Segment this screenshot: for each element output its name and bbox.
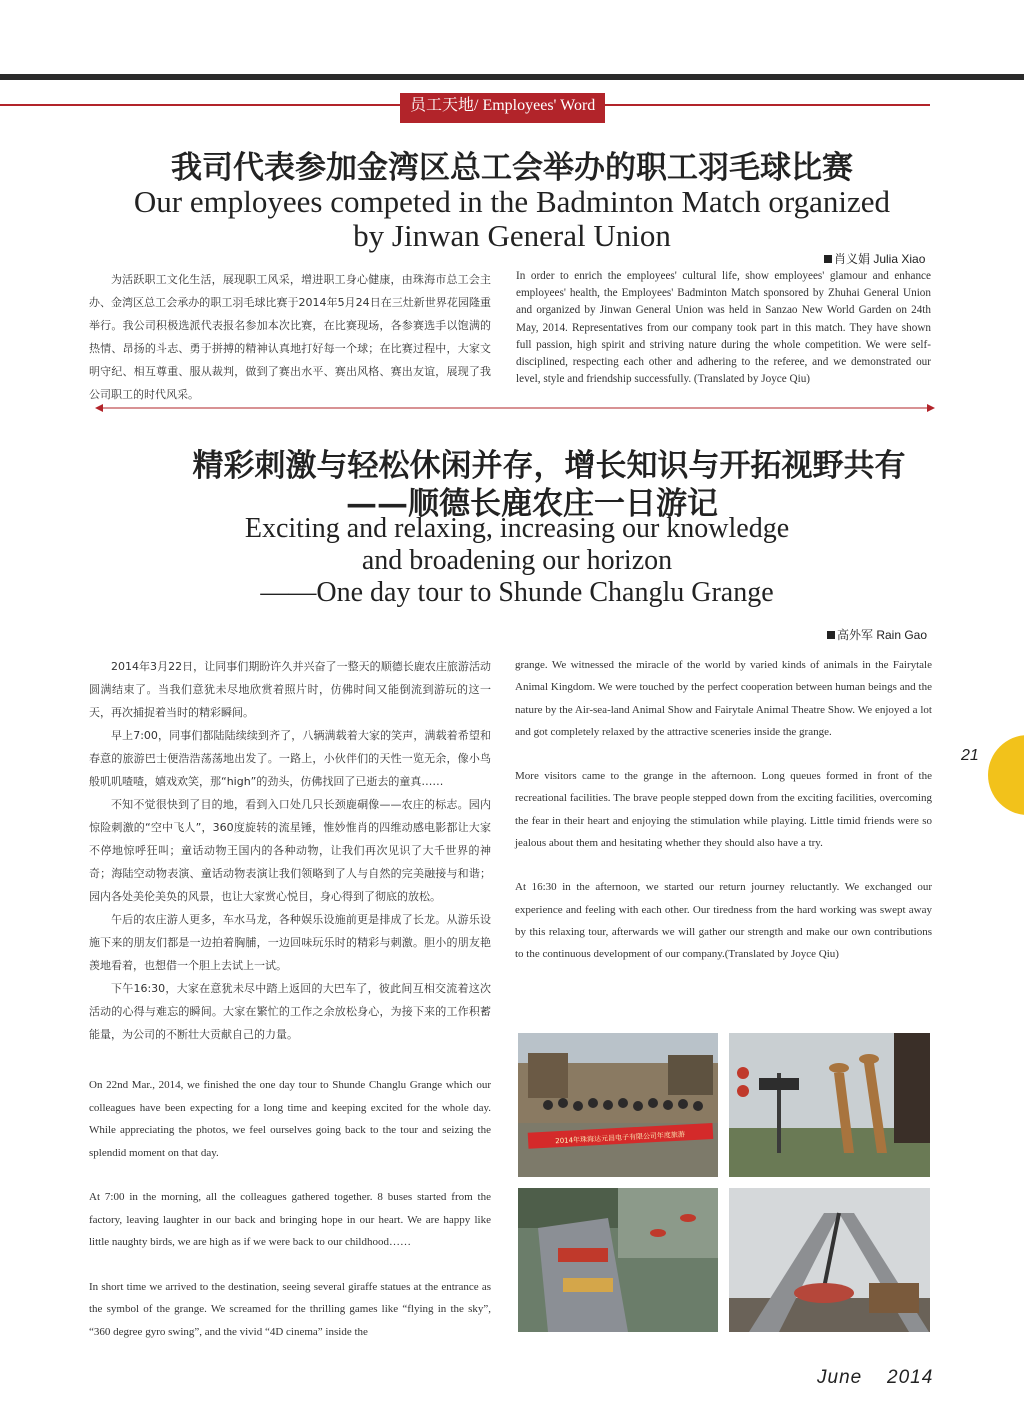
author-marker-icon <box>827 631 835 639</box>
article2-body-cn <box>89 655 491 1046</box>
top-rule <box>0 74 1024 80</box>
cn-paragraph: 不知不觉很快到了目的地，看到入口处几只长颈鹿硐像——农庄的标志。园内惊险刺激的“空中飞人”，360度旋转的流星锤，惟妙惟肖的四维动感电影都让大家不停地惊呼狂叫；童话动物王国内的各种动物，让我们再次见识了大千世界的神奇；海陆空动物表演、童话动物表演让我们领略到了人与自然的完美融接与和谐；园内各处美伦美奂的风景，也让大家赏心悦目，身心得到了彻底的放松。 <box>89 798 491 903</box>
photo-group-tour <box>518 1033 718 1177</box>
author-marker-icon <box>824 255 832 263</box>
page-tab <box>988 735 1024 815</box>
cn-paragraph: 午后的农庄游人更多，车水马龙，各种娱乐设施前更是排成了长龙。从游乐设施下来的朋友们都是一边拍着胸脯，一边回味玩乐时的精彩与刺激。胆小的朋友艳羡地看着，也想借一个胆上去试上一试。 <box>89 913 491 972</box>
article2-title-en-line2: and broadening our horizon <box>361 545 673 576</box>
article-divider <box>95 404 935 412</box>
en-paragraph: At 16:30 in the afternoon, we started our return journey reluctantly. We exchanged our experience and feeling with each other. Our tiredness from the hard working was swept away by this relaxing tour, afterwards we will gather our strength and make our own contributions to the continuous development of our company.(Translated by Joyce Qiu) <box>515 881 932 961</box>
article1-title-en-line2: by Jinwan General Union <box>353 218 671 253</box>
footer-month: June <box>817 1367 863 1388</box>
article2-body-en-left <box>89 1074 491 1343</box>
photo-pendulum-ride <box>729 1188 930 1332</box>
photo-giraffe-statues <box>729 1033 930 1177</box>
cn-paragraph: 下午16:30，大家在意犹未尽中踏上返回的大巴车了，彼此间互相交流着这次活动的心得与难忘的瞬间。大家在繁忙的工作之余放松身心，为接下来的工作积蓄能量，为公司的不断壮大贡献自己的力量。 <box>89 982 491 1041</box>
article1-paragraph-en: In order to enrich the employees' cultural life, show employees' glamour and enhance employees' health, the Employees' Badminton Match sponsored by Zhuhai General Union and organized by Jinwan General Union was held in Sanzao New World Garden on 24th May, 2014. Representatives from our company took part in this match. They have shown full passion, high spirit and striving nature during the whole competition. We were self-disciplined, respecting each other and adhering to the referee, and we demonstrated our level, style and friendship successfully. (Translated by Joyce Qiu) <box>516 270 931 386</box>
article2-title-en-line3: ——One day tour to Shunde Changlu Grange <box>260 577 774 608</box>
en-paragraph: In short time we arrived to the destination, seeing several giraffe statues at the entrance as the symbol of the grange. We screamed for the thrilling games like “flying in the sky”, “360 degree gyro swing”, and the vivid “4D cinema” inside the <box>89 1280 491 1338</box>
article2-body-en-right <box>515 654 932 966</box>
article2-author-text: 高外军 Rain Gao <box>837 628 928 642</box>
article2-title-cn-line1: 精彩刺激与轻松休闲并存，增长知识与开拓视野共有 <box>192 448 906 484</box>
article1-title-en-line1: Our employees competed in the Badminton Match organized <box>133 184 891 219</box>
cn-paragraph: 2014年3月22日，让同事们期盼许久并兴奋了一整天的顺德长鹿农庄旅游活动圆满结束了。当我们意犹未尽地欣赏着照片时，仿佛时间又能倒流到游玩的这一天，再次捕捉着当时的精彩瞬间。 <box>89 660 491 719</box>
article1-author <box>824 250 925 267</box>
banner-text: 2014年珠海达元昌电子有限公司年度旅游 <box>555 1130 686 1146</box>
article1-paragraph-cn: 为活跃职工文化生活，展现职工风采，增进职工身心健康，由珠海市总工会主办、金湾区总工会承办的职工羽毛球比赛于2014年5月24日在三灶新世界花园隆重举行。我公司积极选派代表报名参加本次比赛，在比赛现场，各参赛选手以饱满的热情、昂扬的斗志、勇于拼搏的精神认真地打好每一个球；在比赛过程中，大家文明守纪、相互尊重、服从裁判，做到了赛出水平、赛出风格、赛出友谊，展现了我公司职工的时代风采。 <box>89 273 491 401</box>
en-paragraph: grange. We witnessed the miracle of the world by varied kinds of animals in the Fairytale Animal Kingdom. We were touched by the perfect cooperation between human beings and the nature by the Air-sea-land Animal Show and Fairytale Animal Theatre Show. We enjoyed a lot and got completely relaxed by the attractive sceneries inside the grange. <box>515 659 932 738</box>
article1-body-en <box>516 268 931 388</box>
article1-body-cn <box>89 268 491 406</box>
article1-title-cn: 我司代表参加金湾区总工会举办的职工羽毛球比赛 <box>171 150 853 186</box>
en-paragraph: On 22nd Mar., 2014, we finished the one day tour to Shunde Changlu Grange which our colleagues have been expecting for a long time and keeping excited for the whole day. While appreciating the photos, we feel ourselves going back to the tour and seizing the splendid moment on that day. <box>89 1079 491 1159</box>
article1-author-text: 肖义娟 Julia Xiao <box>834 252 926 266</box>
page-number: 21 <box>961 747 979 764</box>
section-label: 员工天地/ Employees' Word <box>400 93 605 123</box>
en-paragraph: At 7:00 in the morning, all the colleagues gathered together. 8 buses started from the factory, leaving laughter in our back and bringing hope in our heart. We are happy like little naughty birds, we are high as if we were back to our childhood…… <box>89 1191 491 1248</box>
article2-title-en-line1: Exciting and relaxing, increasing our knowledge <box>244 513 790 544</box>
footer-year: 2014 <box>887 1367 934 1388</box>
article2-author <box>827 626 927 643</box>
article2-title-cn-line2: ——顺德长鹿农庄一日游记 <box>346 486 718 522</box>
photo-ride-boats <box>518 1188 718 1332</box>
cn-paragraph: 早上7:00，同事们都陆陆续续到齐了，八辆满载着大家的笑声，满载着希望和春意的旅游巴士便浩浩荡荡地出发了。一路上，小伙伴们的天性一览无余，像小鸟般叽叽喳喳，嬉戏欢笑，那“high”的劲头，仿佛找回了已逝去的童真…… <box>89 729 491 788</box>
en-paragraph: More visitors came to the grange in the afternoon. Long queues formed in front of the recreational facilities. The brave people stepped down from the exciting facilities, overcoming the fear in their heart and enjoying the stimulation while playing. Little timid friends were so jealous about them and hesitating whether they should also have a try. <box>515 770 932 850</box>
